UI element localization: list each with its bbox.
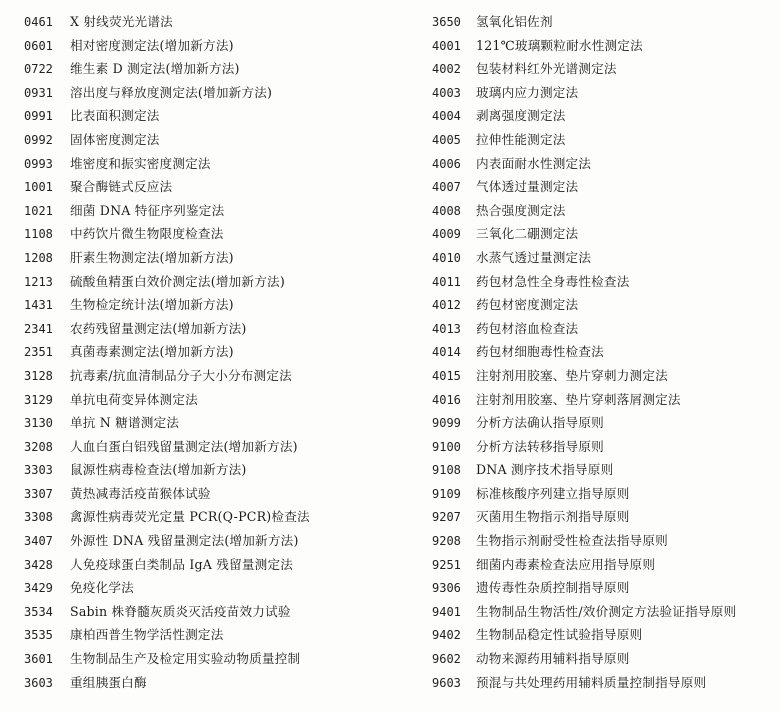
method-title: 动物来源药用辅料指导原则: [476, 651, 630, 667]
method-title: 生物制品生产及检定用实验动物质量控制: [70, 651, 301, 667]
method-title: 生物检定统计法(增加新方法): [70, 297, 234, 313]
method-code: 4007: [432, 180, 461, 195]
method-title: 注射剂用胶塞、垫片穿刺落屑测定法: [476, 391, 681, 407]
method-code: 1021: [24, 203, 53, 218]
method-title: 预混与共处理药用辅料质量控制指导原则: [476, 674, 707, 690]
method-code: 3407: [24, 534, 53, 549]
method-title: 细菌内毒素检查法应用指导原则: [476, 556, 656, 572]
list-item: [24, 457, 394, 481]
method-code: 1001: [24, 180, 53, 195]
method-code: 3428: [24, 557, 53, 572]
method-title: 农药残留量测定法(增加新方法): [70, 320, 247, 336]
list-item: [24, 575, 394, 599]
method-title: 药包材密度测定法: [476, 297, 579, 313]
method-title: 灭菌用生物指示剂指导原则: [476, 509, 630, 525]
method-title: 细菌 DNA 特征序列鉴定法: [70, 202, 225, 218]
method-code: 3650: [432, 15, 461, 29]
method-code: 1431: [24, 298, 53, 313]
method-title: 生物制品生物活性/效价测定方法验证指导原则: [476, 603, 737, 619]
list-item: [432, 575, 777, 599]
method-code: 3303: [24, 463, 53, 478]
method-code: 3307: [24, 486, 53, 501]
list-item: [24, 339, 394, 363]
list-item: [24, 622, 394, 646]
list-item: [432, 646, 777, 670]
method-title: 重组胰蛋白酶: [70, 674, 147, 690]
method-code: 3534: [24, 604, 53, 619]
method-code: 4009: [432, 227, 461, 242]
list-item: [432, 103, 777, 127]
list-item: [432, 410, 777, 434]
method-code: 9100: [432, 439, 461, 454]
list-item: [432, 622, 777, 646]
method-title: 鼠源性病毒检查法(增加新方法): [70, 462, 247, 478]
method-title: 单抗 N 糖谱测定法: [70, 415, 180, 431]
method-code: 4015: [432, 368, 461, 383]
method-code: 9108: [432, 463, 461, 478]
list-item: [432, 80, 777, 104]
list-item: [24, 33, 394, 57]
list-item: [24, 481, 394, 505]
list-item: [432, 339, 777, 363]
method-code: 4004: [432, 109, 461, 124]
method-code: 4003: [432, 85, 461, 100]
left-column: [24, 9, 394, 693]
list-item: [432, 363, 777, 387]
method-code: 4014: [432, 345, 461, 360]
list-item: [24, 646, 394, 670]
method-title: 比表面积测定法: [70, 108, 160, 124]
method-code: 9306: [432, 581, 461, 596]
method-code: 4016: [432, 392, 461, 407]
method-title: 气体透过量测定法: [476, 179, 579, 195]
method-title: 玻璃内应力测定法: [476, 84, 579, 100]
method-title: 抗毒素/抗血清制品分子大小分布测定法: [70, 367, 292, 383]
list-item: [24, 174, 394, 198]
method-title: 外源性 DNA 残留量测定法(增加新方法): [70, 533, 299, 549]
method-code: 3535: [24, 628, 53, 643]
method-title: 康柏西普生物学活性测定法: [70, 627, 224, 643]
list-item: [432, 56, 777, 80]
method-title: 遗传毒性杂质控制指导原则: [476, 580, 630, 596]
method-code: 9602: [432, 652, 461, 667]
method-title: 拉伸性能测定法: [476, 131, 566, 147]
method-code: 0601: [24, 38, 53, 53]
method-code: 3129: [24, 392, 53, 407]
method-title: 真菌毒素测定法(增加新方法): [70, 344, 234, 360]
list-item: [432, 292, 777, 316]
list-item: [432, 457, 777, 481]
method-code: 3601: [24, 652, 53, 667]
method-title: 包装材料红外光谱测定法: [476, 61, 617, 77]
method-title: 黄热减毒活疫苗猴体试验: [70, 485, 211, 501]
method-code: 3130: [24, 416, 53, 431]
method-code: 9401: [432, 604, 461, 619]
method-title: 121℃玻璃颗粒耐水性测定法: [476, 37, 643, 53]
method-code: 2351: [24, 345, 53, 360]
method-code: 9099: [432, 416, 461, 431]
method-code: 2341: [24, 321, 53, 336]
method-title: 免疫化学法: [70, 580, 134, 596]
list-item: [24, 198, 394, 222]
method-code: 0991: [24, 109, 53, 124]
list-item: [432, 481, 777, 505]
list-item: [432, 387, 777, 411]
list-item: [432, 9, 777, 33]
method-code: 3603: [24, 675, 53, 690]
method-code: 0461: [24, 15, 53, 29]
method-title: 人血白蛋白铝残留量测定法(增加新方法): [70, 438, 298, 454]
list-item: [24, 599, 394, 623]
method-code: 9251: [432, 557, 461, 572]
list-item: [432, 528, 777, 552]
method-title: 标准核酸序列建立指导原则: [476, 485, 630, 501]
method-code: 4011: [432, 274, 461, 289]
method-code: 9208: [432, 534, 461, 549]
method-code: 0993: [24, 156, 53, 171]
list-item: [432, 174, 777, 198]
list-item: [432, 221, 777, 245]
list-item: [24, 410, 394, 434]
method-title: 溶出度与释放度测定法(增加新方法): [70, 84, 273, 100]
list-item: [24, 552, 394, 576]
method-title: 固体密度测定法: [70, 131, 160, 147]
method-title: 分析方法确认指导原则: [476, 415, 604, 431]
list-item: [432, 269, 777, 293]
method-title: 维生素 D 测定法(增加新方法): [70, 61, 240, 77]
list-item: [24, 221, 394, 245]
method-title: Sabin 株脊髓灰质炎灭活疫苗效力试验: [70, 603, 291, 619]
list-item: [432, 198, 777, 222]
method-code: 3429: [24, 581, 53, 596]
list-item: [24, 387, 394, 411]
method-title: 聚合酶链式反应法: [70, 179, 173, 195]
list-item: [432, 504, 777, 528]
list-item: [24, 269, 394, 293]
method-code: 1108: [24, 227, 53, 242]
list-item: [432, 127, 777, 151]
method-code: 4001: [432, 38, 461, 53]
list-item: [432, 552, 777, 576]
method-code: 1213: [24, 274, 53, 289]
method-title: 水蒸气透过量测定法: [476, 249, 592, 265]
method-title: 药包材细胞毒性检查法: [476, 344, 604, 360]
list-item: [432, 316, 777, 340]
method-title: 氢氧化铝佐剂: [476, 14, 553, 29]
method-title: 剥离强度测定法: [476, 108, 566, 124]
method-code: 9402: [432, 628, 461, 643]
list-item: [432, 434, 777, 458]
method-title: 人免疫球蛋白类制品 IgA 残留量测定法: [70, 556, 294, 572]
method-title: 三氧化二硼测定法: [476, 226, 579, 242]
right-column: [432, 9, 777, 693]
method-code: 1208: [24, 250, 53, 265]
list-item: [24, 316, 394, 340]
list-item: [24, 670, 394, 694]
method-code: 4005: [432, 132, 461, 147]
method-code: 9207: [432, 510, 461, 525]
method-code: 4012: [432, 298, 461, 313]
list-item: [24, 528, 394, 552]
list-item: [432, 670, 777, 694]
method-code: 0722: [24, 62, 53, 77]
method-code: 4010: [432, 250, 461, 265]
method-code: 9109: [432, 486, 461, 501]
list-item: [24, 151, 394, 175]
list-item: [24, 80, 394, 104]
list-item: [24, 434, 394, 458]
method-code: 3208: [24, 439, 53, 454]
list-item: [24, 245, 394, 269]
method-title: 内表面耐水性测定法: [476, 155, 592, 171]
method-title: DNA 测序技术指导原则: [476, 462, 614, 478]
method-title: 硫酸鱼精蛋白效价测定法(增加新方法): [70, 273, 285, 289]
list-item: [24, 363, 394, 387]
list-item: [432, 599, 777, 623]
list-item: [24, 127, 394, 151]
method-title: 肝素生物测定法(增加新方法): [70, 249, 234, 265]
list-item: [24, 292, 394, 316]
method-code: 4013: [432, 321, 461, 336]
method-title: 生物指示剂耐受性检查法指导原则: [476, 533, 668, 549]
method-title: X 射线荧光光谱法: [70, 14, 173, 29]
method-code: 9603: [432, 675, 461, 690]
method-title: 相对密度测定法(增加新方法): [70, 37, 234, 53]
list-item: [432, 33, 777, 57]
method-title: 单抗电荷变异体测定法: [70, 391, 198, 407]
method-title: 药包材溶血检查法: [476, 320, 579, 336]
method-code: 0992: [24, 132, 53, 147]
list-item: [24, 9, 394, 33]
list-item: [24, 504, 394, 528]
method-title: 生物制品稳定性试验指导原则: [476, 627, 643, 643]
list-item: [24, 103, 394, 127]
list-item: [24, 56, 394, 80]
method-title: 药包材急性全身毒性检查法: [476, 273, 630, 289]
method-code: 4008: [432, 203, 461, 218]
method-title: 注射剂用胶塞、垫片穿刺力测定法: [476, 367, 668, 383]
method-code: 4002: [432, 62, 461, 77]
method-title: 中药饮片微生物限度检查法: [70, 226, 224, 242]
method-code: 0931: [24, 85, 53, 100]
method-code: 3128: [24, 368, 53, 383]
method-title: 禽源性病毒荧光定量 PCR(Q-PCR)检查法: [70, 509, 310, 525]
list-item: [432, 151, 777, 175]
method-title: 热合强度测定法: [476, 202, 566, 218]
method-code: 3308: [24, 510, 53, 525]
list-item: [432, 245, 777, 269]
method-title: 分析方法转移指导原则: [476, 438, 604, 454]
method-title: 堆密度和振实密度测定法: [70, 155, 211, 171]
method-code: 4006: [432, 156, 461, 171]
